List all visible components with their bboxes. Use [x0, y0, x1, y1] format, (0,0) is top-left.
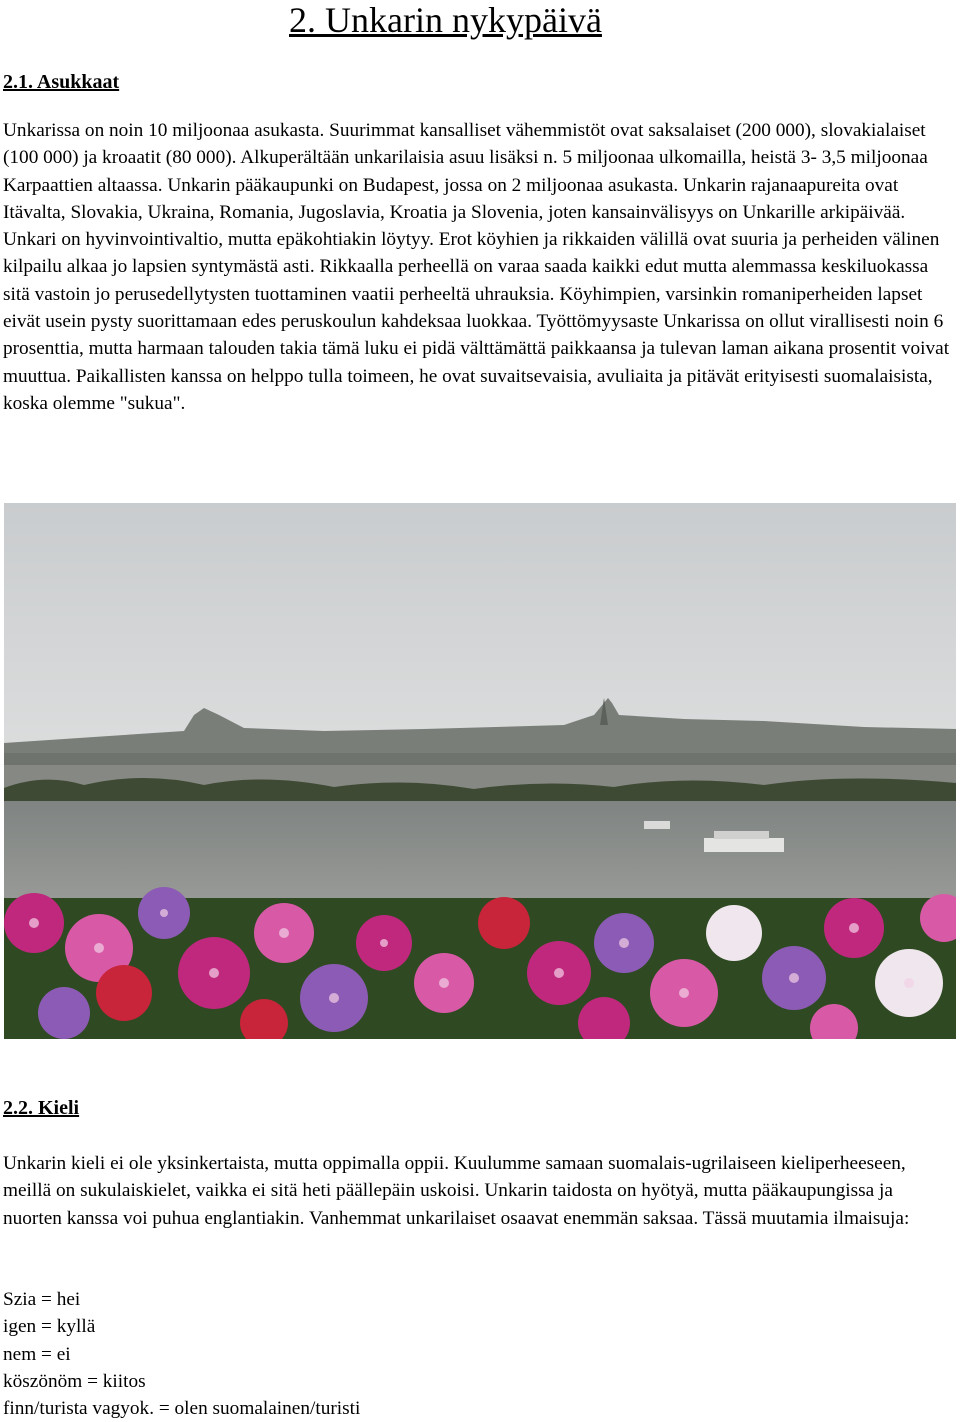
phrase-item: finn/turista vagyok. = olen suomalainen/turisti	[3, 1398, 361, 1420]
phrase-item: Szia = hei	[3, 1289, 81, 1310]
section-paragraph-kieli: Unkarin kieli ei ole yksinkertaista, mutta oppimalla oppii. Kuulumme samaan suomalais-ugrilaiseen kieliperheeseen, meillä on sukulaiskielet, vaikka ei sitä heti päällepäin uskoisi. Unkarin taidosta on hyötyä, mutta pääkaupungissa ja nuorten kanssa voi puhua englantiakin. Vanhemmat unkarilaiset osaavat enemmän saksaa. Tässä muutamia ilmaisuja:	[3, 1153, 910, 1229]
photo-boat-deck	[714, 831, 769, 839]
section-heading-kieli: 2.2. Kieli	[3, 1097, 80, 1119]
phrase-item: igen = kyllä	[3, 1316, 96, 1338]
photo-boat	[704, 838, 784, 852]
photo-illustration	[4, 503, 956, 1039]
phrase-item: köszönöm = kiitos	[3, 1370, 146, 1392]
page-title: 2. Unkarin nykypäivä	[289, 0, 602, 40]
section-paragraph-asukkaat: Unkarissa on noin 10 miljoonaa asukasta. Suurimmat kansalliset vähemmistöt ovat saksalaiset (200 000), slovakialaiset (100 000) ja kroaatit (80 000). Alkuperältään unkarilaisia asuu lisäksi n. 5 miljoonaa ulkomailla, heistä 3- 3,5 miljoonaa Karpaattien altaassa. Unkarin pääkaupunki on Budapest, jossa on 2 miljoonaa asukasta. Unkarin rajanaapureita ovat Itävalta, Slovakia, Ukraina, Romania, Jugoslavia, Kroatia ja Slovenia, joten kansainvälisyys on Unkarille arkipäivää. Unkari on hyvinvointivaltio, mutta epäkohtiakin löytyy. Erot köyhien ja rikkaiden välillä ovat suuria ja perheiden välinen kilpailu alkaa jo lapsien syntymästä asti. Rikkaalla perheellä on varaa saada kaikki edut mutta alemmassa keskiluokassa sitä vastoin jo perusedellytysten tuottaminen vaatii perheeltä uhrauksia. Köyhimpien, varsinkin romaniperheiden lapset eivät usein pysty suorittamaan edes peruskoulun kahdeksaa luokkaa. Työttömyysaste Unkarissa on ollut virallisesti noin 6 prosenttia, mutta harmaan talouden takia tämä luku ei pidä välttämättä paikkaansa ja tulevan laman aikana prosentit voivat muuttua. Paikallisten kanssa on helppo tulla toimeen, he ovat suvaitsevaisia, avuliaita ja pitävät erityisesti suomalaisista, koska olemme "sukua".	[3, 120, 950, 414]
phrase-list	[3, 1286, 360, 1422]
photo-small-boat	[644, 821, 670, 829]
section-heading-asukkaat: 2.1. Asukkaat	[3, 71, 120, 93]
budapest-danube-photo	[4, 503, 956, 1039]
phrase-item: nem = ei	[3, 1343, 71, 1365]
